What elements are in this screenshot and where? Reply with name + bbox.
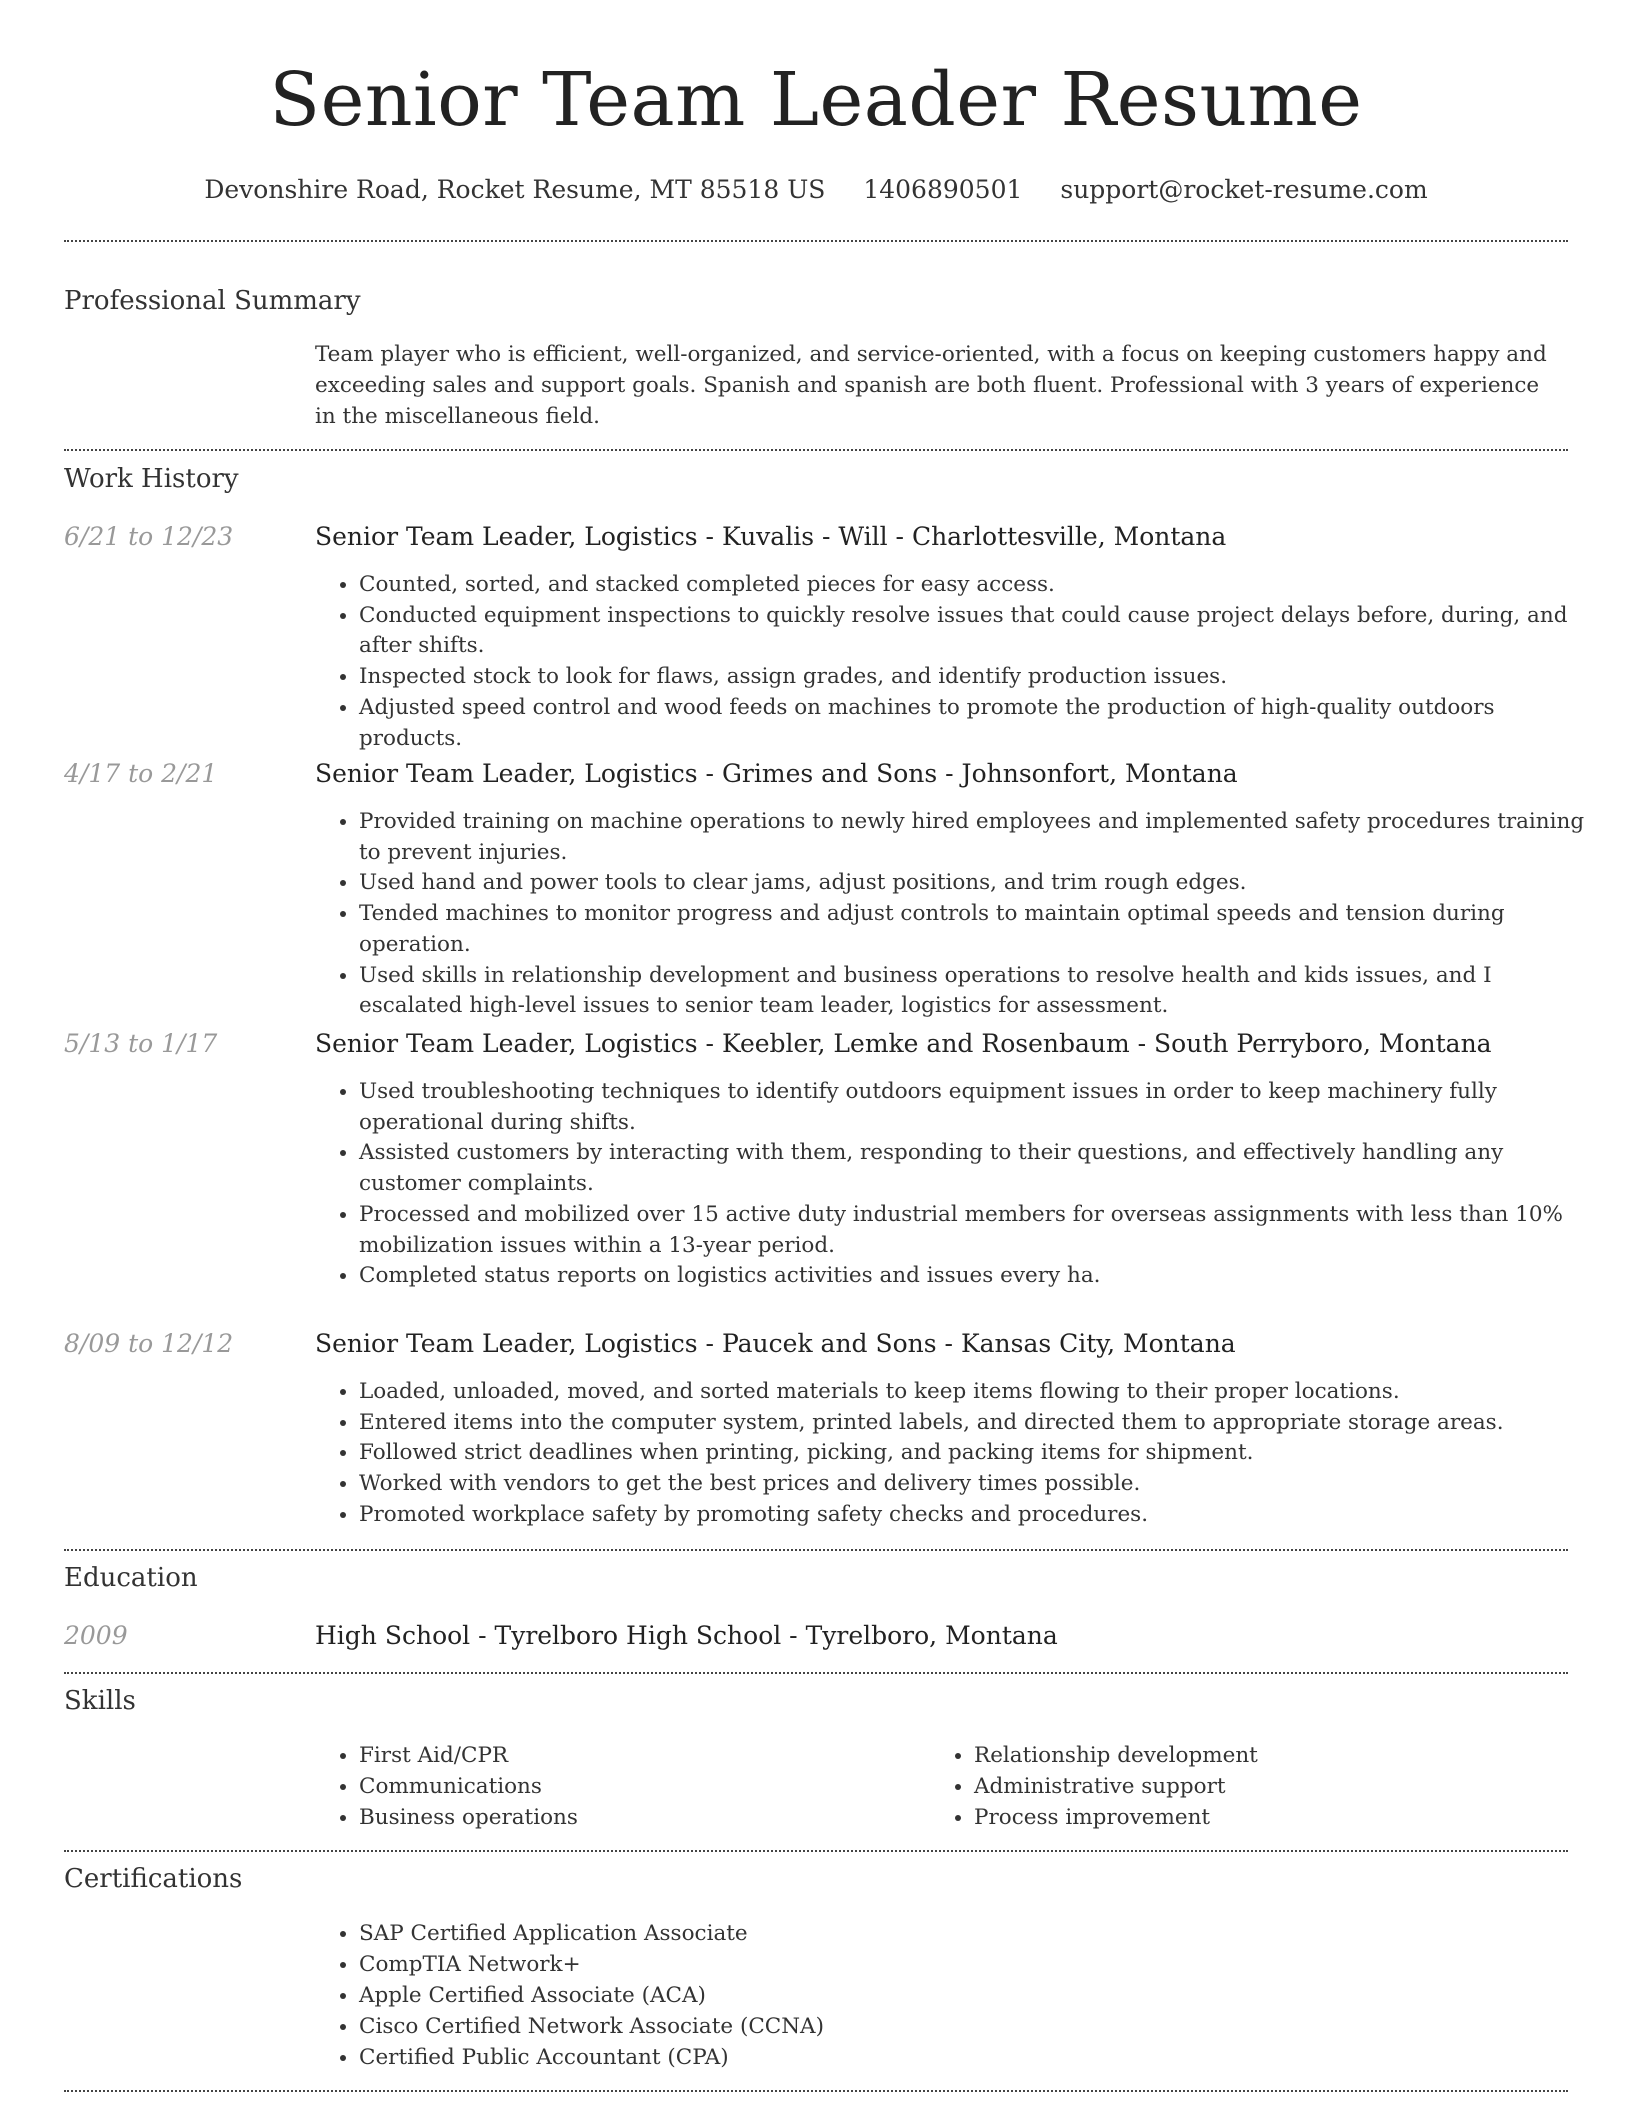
- list-item: • Conducted equipment inspections to quickly resolve issues that could cause project delays before, during, and after shifts.: [359, 601, 1599, 662]
- list-item: • Business operations: [359, 1802, 919, 1833]
- job-dates: 8/09 to 12/12: [64, 1329, 234, 1358]
- divider: [64, 2090, 1568, 2092]
- list-item: • Used skills in relationship development and business operations to resolve health and kids issues, and I escalated high-level issues to senior team leader, logistics for assessment.: [359, 961, 1599, 1022]
- education-entry: High School - Tyrelboro High School - Tyrelboro, Montana: [315, 1621, 1058, 1650]
- list-item: • Followed strict deadlines when printing, picking, and packing items for shipment.: [359, 1438, 1599, 1469]
- address: Devonshire Road, Rocket Resume, MT 85518 US: [204, 175, 826, 204]
- list-item: • Relationship development: [974, 1740, 1534, 1771]
- list-item: • Loaded, unloaded, moved, and sorted materials to keep items flowing to their proper locations.: [359, 1377, 1599, 1408]
- job-bullets: [315, 807, 1599, 1022]
- contact-line: [0, 170, 1632, 210]
- job-dates: 5/13 to 1/17: [64, 1029, 218, 1058]
- email: support@rocket-resume.com: [1060, 175, 1428, 204]
- job-dates: 6/21 to 12/23: [64, 522, 234, 551]
- divider: [64, 449, 1568, 451]
- job-title: Senior Team Leader, Logistics - Kuvalis - Will - Charlottesville, Montana: [315, 522, 1227, 551]
- list-item: • Used hand and power tools to clear jams, adjust positions, and trim rough edges.: [359, 868, 1599, 899]
- certifications-heading: Certifications: [64, 1864, 243, 1894]
- certifications-list: [315, 1918, 1559, 2073]
- list-item: • Provided training on machine operations to newly hired employees and implemented safety procedures training to prevent injuries.: [359, 807, 1599, 868]
- job-title: Senior Team Leader, Logistics - Grimes and Sons - Johnsonfort, Montana: [315, 759, 1238, 788]
- job-dates: 4/17 to 2/21: [64, 759, 218, 788]
- phone: 1406890501: [863, 175, 1023, 204]
- list-item: • Adjusted speed control and wood feeds on machines to promote the production of high-quality outdoors products.: [359, 693, 1599, 754]
- resume-title: Senior Team Leader Resume: [269, 57, 1363, 143]
- education-heading: Education: [64, 1563, 198, 1593]
- summary-text: Team player who is efficient, well-organized, and service-oriented, with a focus on keeping customers happy and exceeding sales and support goals. Spanish and spanish are both fluent. Professional with 3 years of experience in the miscellaneous field.: [315, 342, 1547, 429]
- list-item: • Administrative support: [974, 1771, 1534, 1802]
- list-item: • Promoted workplace safety by promoting safety checks and procedures.: [359, 1500, 1599, 1531]
- summary-heading: Professional Summary: [64, 286, 361, 316]
- list-item: • Inspected stock to look for flaws, assign grades, and identify production issues.: [359, 662, 1599, 693]
- skills-list-left: [315, 1740, 919, 1833]
- skills-list-right: [930, 1740, 1534, 1833]
- list-item: • Process improvement: [974, 1802, 1534, 1833]
- job-title: Senior Team Leader, Logistics - Paucek and Sons - Kansas City, Montana: [315, 1329, 1236, 1358]
- list-item: • CompTIA Network+: [359, 1949, 1559, 1980]
- skills-heading: Skills: [64, 1686, 136, 1716]
- list-item: • Used troubleshooting techniques to identify outdoors equipment issues in order to keep machinery fully operational during shifts.: [359, 1077, 1599, 1138]
- divider: [64, 240, 1568, 242]
- list-item: • Counted, sorted, and stacked completed pieces for easy access.: [359, 570, 1599, 601]
- job-title: Senior Team Leader, Logistics - Keebler, Lemke and Rosenbaum - South Perryboro, Montana: [315, 1029, 1492, 1058]
- list-item: • Communications: [359, 1771, 919, 1802]
- list-item: • Entered items into the computer system, printed labels, and directed them to appropriate storage areas.: [359, 1408, 1599, 1439]
- divider: [64, 1549, 1568, 1551]
- list-item: • Completed status reports on logistics activities and issues every ha.: [359, 1261, 1599, 1292]
- list-item: • Certified Public Accountant (CPA): [359, 2042, 1559, 2073]
- divider: [64, 1850, 1568, 1852]
- job-bullets: [315, 1077, 1599, 1292]
- list-item: • Worked with vendors to get the best prices and delivery times possible.: [359, 1469, 1599, 1500]
- education-year: 2009: [64, 1621, 128, 1650]
- job-bullets: [315, 570, 1599, 754]
- divider: [64, 1672, 1568, 1674]
- list-item: • Processed and mobilized over 15 active duty industrial members for overseas assignments with less than 10% mobilization issues within a 13-year period.: [359, 1200, 1599, 1261]
- list-item: • Cisco Certified Network Associate (CCNA): [359, 2011, 1559, 2042]
- job-bullets: [315, 1377, 1599, 1531]
- list-item: • Apple Certified Associate (ACA): [359, 1980, 1559, 2011]
- list-item: • Assisted customers by interacting with them, responding to their questions, and effectively handling any customer complaints.: [359, 1138, 1599, 1199]
- list-item: • First Aid/CPR: [359, 1740, 919, 1771]
- list-item: • Tended machines to monitor progress and adjust controls to maintain optimal speeds and tension during operation.: [359, 899, 1599, 960]
- work-heading: Work History: [64, 464, 239, 494]
- list-item: • SAP Certified Application Associate: [359, 1918, 1559, 1949]
